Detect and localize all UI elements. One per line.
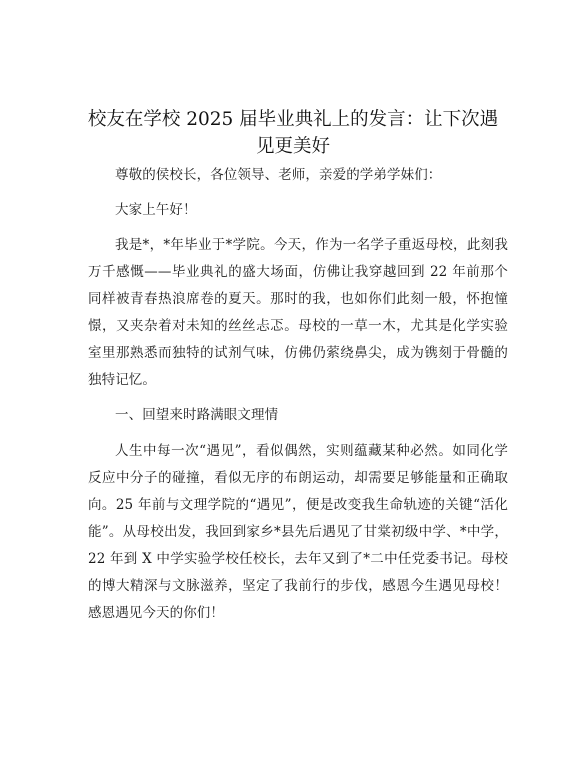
section-heading-1: 一、回望来时路满眼文理情: [115, 407, 279, 423]
salutation: 尊敬的侯校长，各位领导、老师，亲爱的学弟学妹们：: [115, 167, 442, 183]
paragraph-2: 人生中每一次“遇见”，看似偶然，实则蕴藏某种必然。如同化学反应中分子的碰撞，看似无序的布朗运动，却需要足够能量和正确取向。25 年前与文理学院的“遇见”，便是改变我生命轨迹的关键“活化能”。从母校出发，我回到家乡*县先后遇见了甘棠初级中学、*中学，22 年到 X 中学实验学校任校长，去年又到了*二中任党委书记。母校的博大精深与文脉滋养，坚定了我前行的步伐，感恩今生遇见母校！感恩遇见今天的你们！: [88, 443, 508, 621]
paragraph-1: 我是*，*年毕业于*学院。今天，作为一名学子重返母校，此刻我万千感慨——毕业典礼的盛大场面，仿佛让我穿越回到 22 年前那个同样被青春热浪席卷的夏天。那时的我，也如你们此刻一般，怀抱憧憬，又夹杂着对未知的丝丝忐忑。母校的一草一木，尤其是化学实验室里那熟悉而独特的试剂气味，仿佛仍萦绕鼻尖，成为镌刻于骨髓的独特记忆。: [88, 237, 508, 388]
document-title: 校友在学校 2025 届毕业典礼上的发言：让下次遇见更美好: [87, 109, 499, 157]
greeting: 大家上午好！: [115, 202, 197, 218]
